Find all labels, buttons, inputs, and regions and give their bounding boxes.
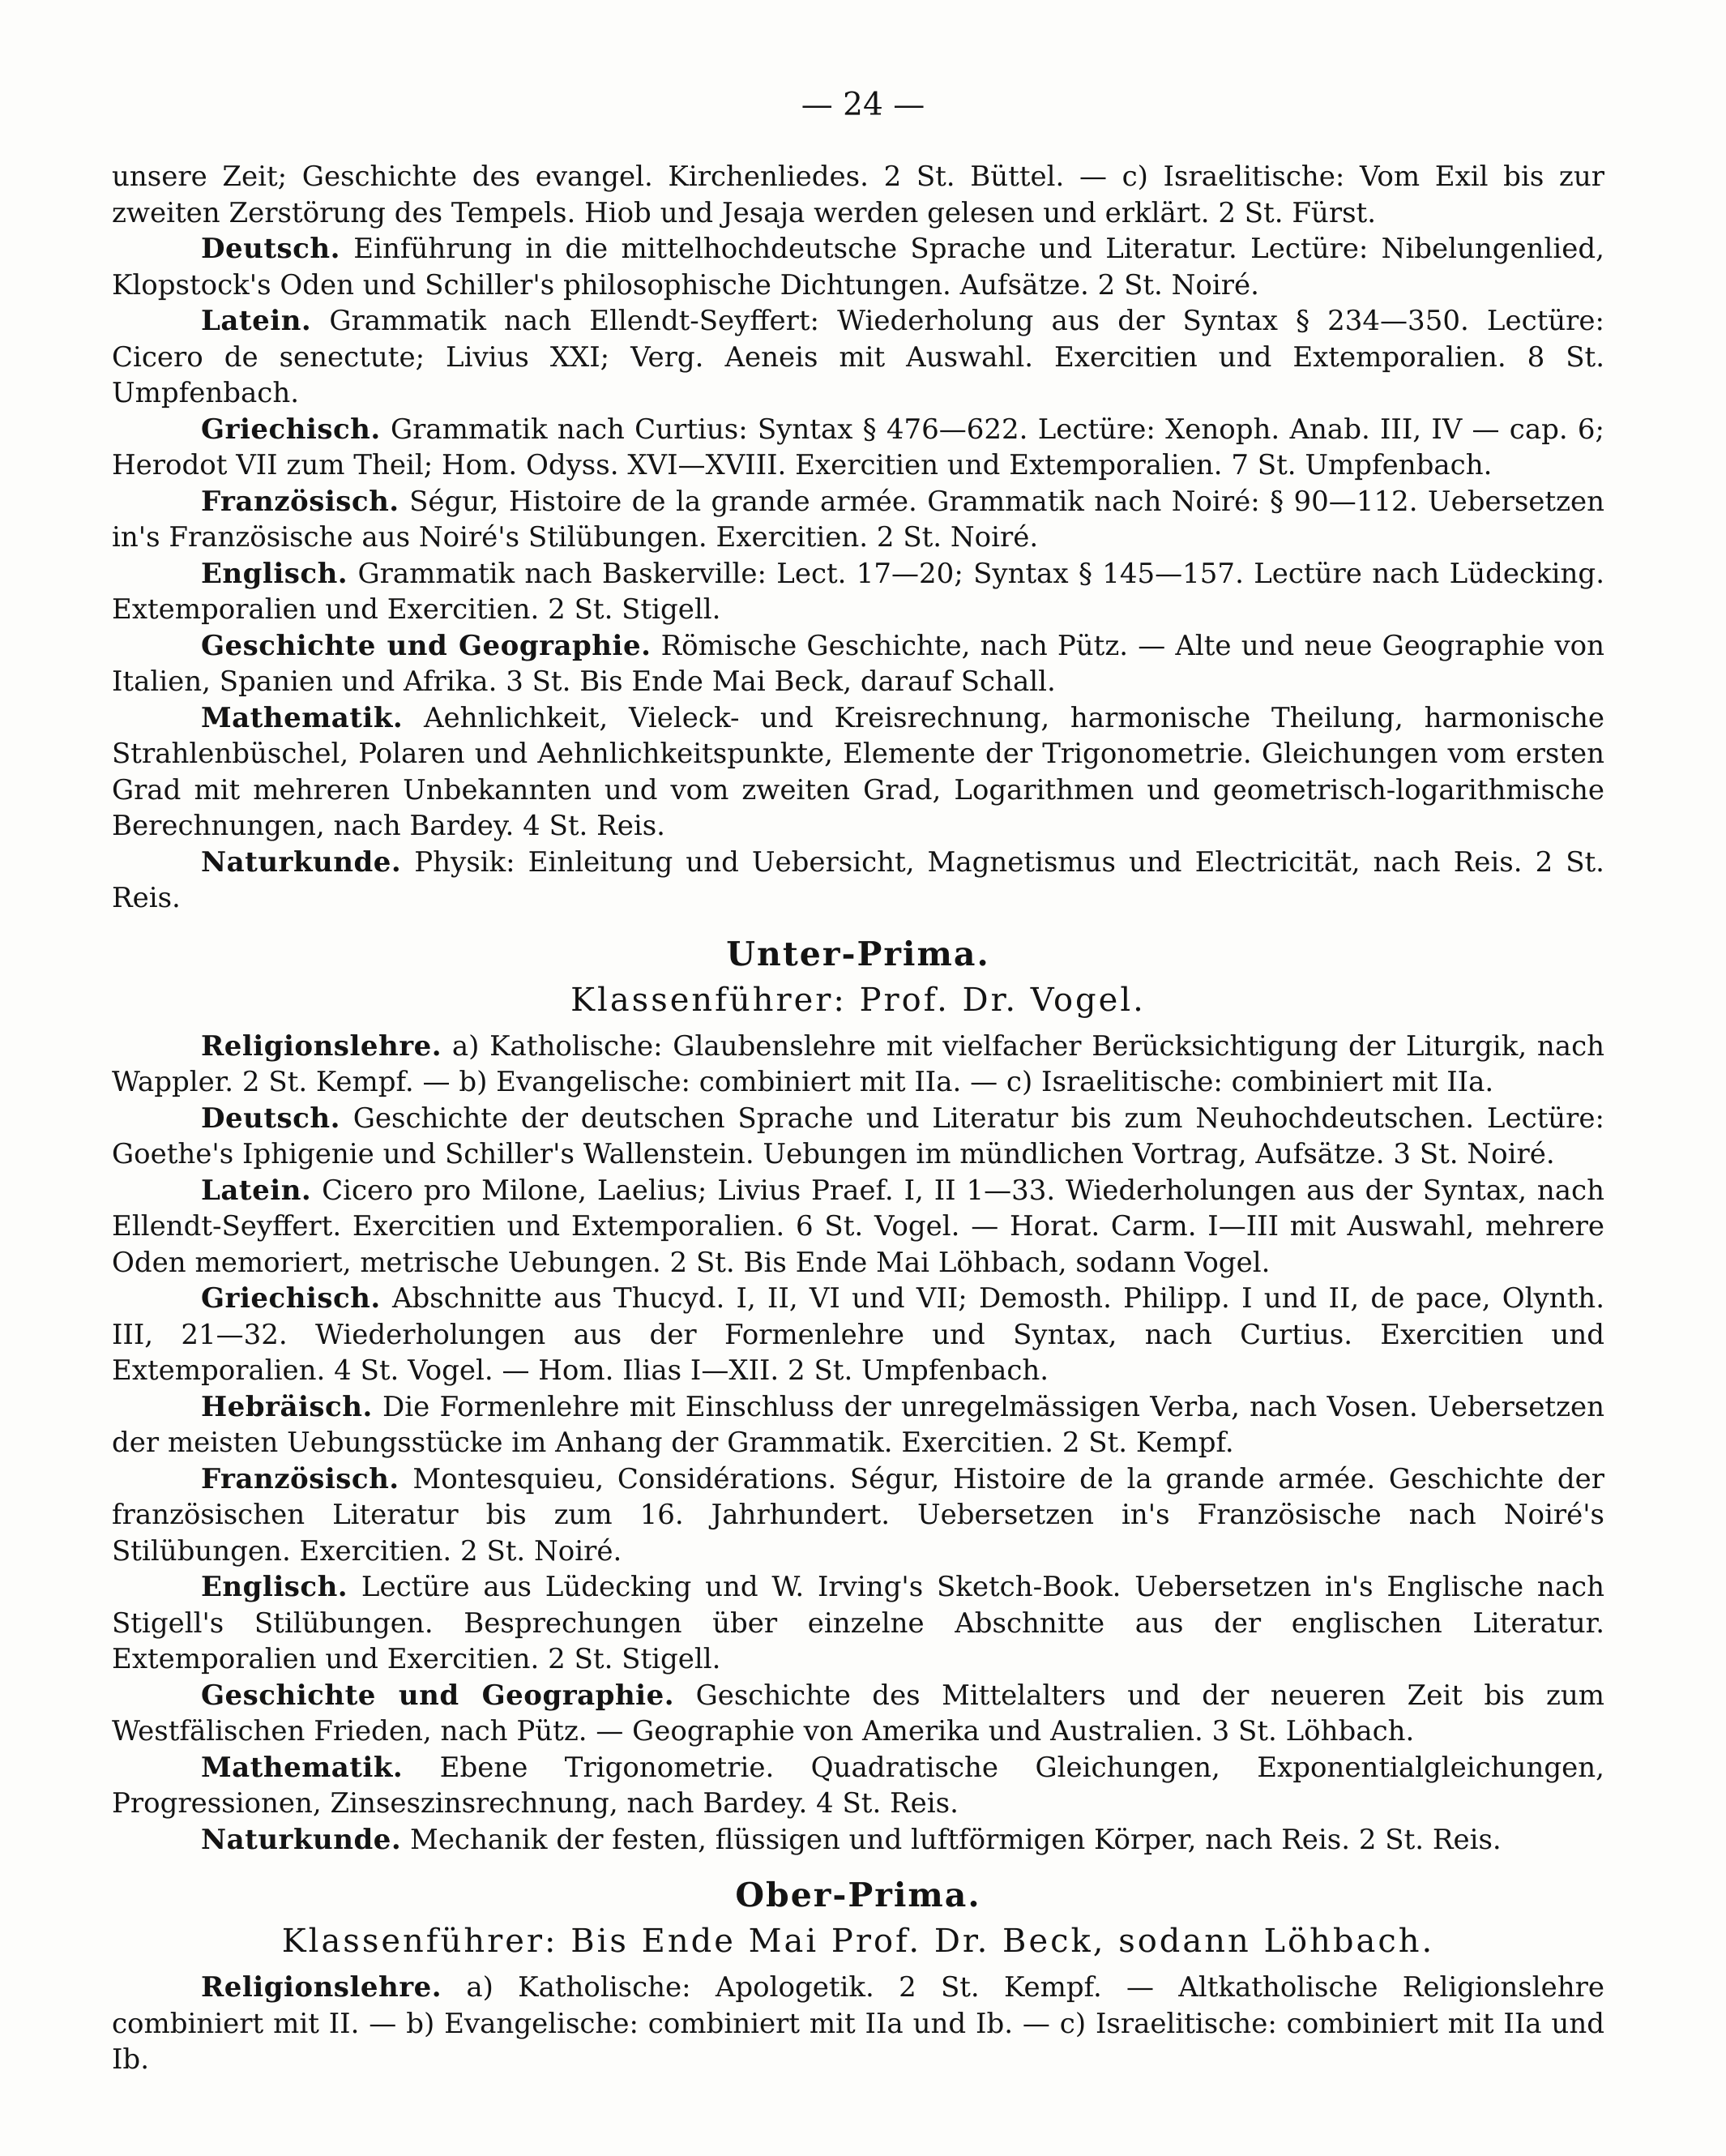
subject-text: Ségur, Histoire de la grande armée. Grammatik nach Noiré: § 90—112. Uebersetzen in's Französische aus Noiré's Stilübungen. Exercitien. 2 St. Noiré.: [112, 485, 1604, 554]
subject-text: Geschichte des Mittelalters und der neueren Zeit bis zum Westfälischen Frieden, nach Pütz. — Geographie von Amerika und Australien. 3 St. Löhbach.: [112, 1679, 1605, 1747]
subject-heading: Religionslehre.: [201, 1029, 442, 1063]
subject-heading: Mathematik.: [201, 701, 404, 734]
subject-heading: Religionslehre.: [201, 1971, 442, 2004]
subject-paragraph: [112, 1101, 1604, 1173]
subject-heading: Englisch.: [201, 1571, 348, 1603]
section-title: Unter-Prima.: [726, 934, 990, 973]
page-number: — 24 —: [801, 87, 925, 123]
subject-heading: Geschichte und Geographie.: [201, 1679, 675, 1712]
subject-text: Abschnitte aus Thucyd. I, II, VI und VII; Demosth. Philipp. I und II, de pace, Olynth. III, 21—32. Wiederholungen aus der Formenlehre und Syntax, nach Curtius. Exercitien und Extemporalien. 4 St. Vogel. — Hom. Ilias I—XII. 2 St. Umpfenbach.: [112, 1282, 1604, 1387]
subject-heading: Deutsch.: [201, 1102, 340, 1135]
subject-heading: Geschichte und Geographie.: [201, 629, 652, 662]
subject-text: Ebene Trigonometrie. Quadratische Gleichungen, Exponentialgleichungen, Progressionen, Zinseszinsrechnung, nach Bardey. 4 St. Reis.: [112, 1751, 1604, 1820]
subject-paragraph: [112, 1281, 1604, 1389]
subject-heading: Naturkunde.: [201, 1823, 402, 1856]
subject-paragraph: [112, 1389, 1604, 1461]
subject-text: a) Katholische: Glaubenslehre mit vielfacher Berücksichtigung der Liturgik, nach Wappler. 2 St. Kempf. — b) Evangelische: combiniert mit IIa. — c) Israelitische: combiniert mit IIa.: [112, 1029, 1605, 1098]
subject-heading: Französisch.: [201, 485, 399, 518]
subject-text: Grammatik nach Ellendt-Seyffert: Wiederholung aus der Syntax § 234—350. Lectüre: Cicero de senectute; Livius XXI; Verg. Aeneis mit Auswahl. Exercitien und Extemporalien. 8 St. Umpfenbach.: [112, 305, 1604, 409]
subject-paragraph: [112, 1029, 1604, 1101]
subject-text: Cicero pro Milone, Laelius; Livius Praef. I, II 1—33. Wiederholungen aus der Syntax, nach Ellendt-Seyffert. Exercitien und Extemporalien. 6 St. Vogel. — Horat. Carm. I—III mit Auswahl, mehrere Oden memoriert, metrische Uebungen. 2 St. Bis Ende Mai Löhbach, sodann Vogel.: [112, 1174, 1604, 1279]
subject-paragraph: [112, 1678, 1604, 1750]
subject-paragraph: [112, 231, 1604, 303]
subject-heading: Englisch.: [201, 557, 348, 590]
subject-paragraph: [112, 484, 1604, 556]
class-teacher-line: Klassenführer: Bis Ende Mai Prof. Dr. Beck, sodann Löhbach.: [281, 1923, 1435, 1960]
subject-heading: Latein.: [201, 1174, 312, 1207]
subject-text: Physik: Einleitung und Uebersicht, Magnetismus und Electricität, nach Reis. 2 St. Reis.: [112, 845, 1604, 914]
subject-paragraph: [112, 628, 1604, 700]
subject-text: Montesquieu, Considérations. Ségur, Histoire de la grande armée. Geschichte der französischen Literatur bis zum 16. Jahrhundert. Uebersetzen in's Französische nach Noiré's Stilübungen. Exercitien. 2 St. Noiré.: [112, 1462, 1604, 1568]
subject-paragraph: [112, 1822, 1604, 1859]
subject-text: Grammatik nach Curtius: Syntax § 476—622. Lectüre: Xenoph. Anab. III, IV — cap. 6; Herodot VII zum Theil; Hom. Odyss. XVI—XVIII. Exercitien und Extemporalien. 7 St. Umpfenbach.: [112, 413, 1605, 481]
subject-paragraph: [112, 1173, 1604, 1281]
subject-text: Römische Geschichte, nach Pütz. — Alte und neue Geographie von Italien, Spanien und Afrika. 3 St. Bis Ende Mai Beck, darauf Schall.: [112, 629, 1605, 698]
subject-text: a) Katholische: Apologetik. 2 St. Kempf. — Altkatholische Religionslehre combiniert mit II. — b) Evangelische: combiniert mit IIa und Ib. — c) Israelitische: combiniert mit IIa und Ib.: [112, 1971, 1604, 2076]
subject-heading: Hebräisch.: [201, 1390, 373, 1423]
subject-text: Grammatik nach Baskerville: Lect. 17—20; Syntax § 145—157. Lectüre nach Lüdecking. Extemporalien und Exercitien. 2 St. Stigell.: [112, 557, 1605, 626]
subject-text: Lectüre aus Lüdecking und W. Irving's Sketch-Book. Uebersetzen in's Englische nach Stigell's Stilübungen. Besprechungen über einzelne Abschnitte aus der englischen Literatur. Extemporalien und Exercitien. 2 St. Stigell.: [112, 1571, 1605, 1675]
subject-text: unsere Zeit; Geschichte des evangel. Kirchenliedes. 2 St. Büttel. — c) Israelitische: Vom Exil bis zur zweiten Zerstörung des Tempels. Hiob und Jesaja werden gelesen und erklärt. 2 St. Fürst.: [112, 160, 1604, 229]
subject-heading: Griechisch.: [201, 1282, 381, 1315]
subject-paragraph: [112, 159, 1604, 231]
document-body: [112, 159, 1604, 2078]
subject-heading: Latein.: [201, 305, 312, 337]
subject-text: Mechanik der festen, flüssigen und luftförmigen Körper, nach Reis. 2 St. Reis.: [410, 1823, 1502, 1856]
subject-paragraph: [112, 556, 1604, 628]
subject-text: Die Formenlehre mit Einschluss der unregelmässigen Verba, nach Vosen. Uebersetzen der meisten Uebungsstücke im Anhang der Grammatik. Exercitien. 2 St. Kempf.: [112, 1390, 1604, 1459]
subject-heading: Mathematik.: [201, 1751, 404, 1784]
subject-heading: Deutsch.: [201, 233, 340, 265]
subject-text: Aehnlichkeit, Vieleck- und Kreisrechnung, harmonische Theilung, harmonische Strahlenbüschel, Polaren und Aehnlichkeitspunkte, Elemente der Trigonometrie. Gleichungen vom ersten Grad mit mehreren Unbekannten und vom zweiten Grad, Logarithmen und geometrisch-logarithmische Berechnungen, nach Bardey. 4 St. Reis.: [112, 701, 1605, 842]
subject-paragraph: [112, 1461, 1604, 1570]
subject-heading: Naturkunde.: [201, 845, 402, 879]
class-teacher-line: Klassenführer: Prof. Dr. Vogel.: [570, 981, 1146, 1019]
subject-paragraph: [112, 1750, 1604, 1822]
subject-text: Einführung in die mittelhochdeutsche Sprache und Literatur. Lectüre: Nibelungenlied, Klopstock's Oden und Schiller's philosophische Dichtungen. Aufsätze. 2 St. Noiré.: [112, 233, 1604, 302]
subject-paragraph: [112, 700, 1604, 845]
subject-text: Geschichte der deutschen Sprache und Literatur bis zum Neuhochdeutschen. Lectüre: Goethe's Iphigenie und Schiller's Wallenstein. Uebungen im mündlichen Vortrag, Aufsätze. 3 St. Noiré.: [112, 1102, 1604, 1170]
section-title: Ober-Prima.: [735, 1876, 981, 1914]
subject-paragraph: [112, 845, 1604, 917]
subject-paragraph: [112, 412, 1604, 484]
subject-paragraph: [112, 1569, 1604, 1678]
subject-heading: Französisch.: [201, 1462, 399, 1495]
subject-paragraph: [112, 1970, 1604, 2078]
subject-heading: Griechisch.: [201, 413, 381, 446]
subject-paragraph: [112, 303, 1604, 412]
